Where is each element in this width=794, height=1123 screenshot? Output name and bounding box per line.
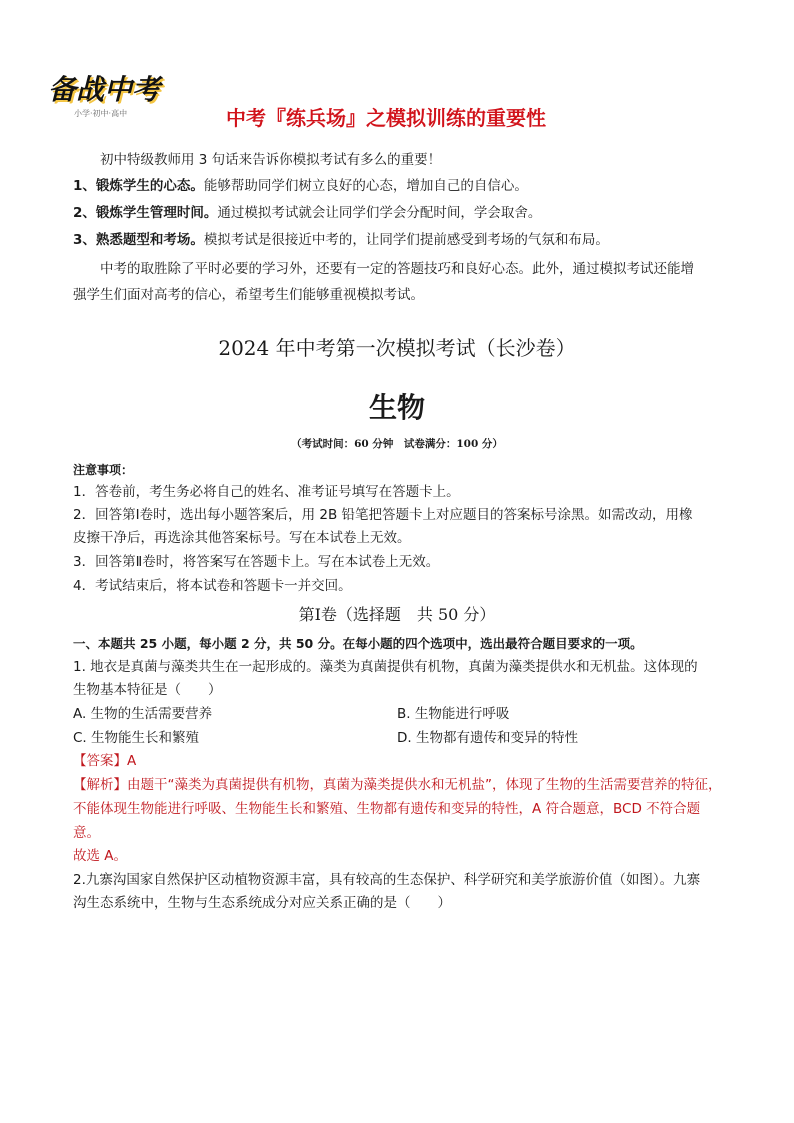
intro-point-2 xyxy=(73,203,541,224)
q1-analysis-line-2: 不能体现生物能进行呼吸、生物能生长和繁殖、生物都有遗传和变异的特性，A 符合题意，BCD 不符合题 xyxy=(73,801,701,817)
q2-stem-line-1: 2.九寨沟国家自然保护区动植物资源丰富，具有较高的生态保护、科学研究和美学旅游价值（如图）。九寨 xyxy=(73,872,701,888)
part-instruction: 一、本题共 25 小题，每小题 2 分，共 50 分。在每小题的四个选项中，选出最符合题目要求的一项。 xyxy=(73,636,643,651)
q1-analysis-line-1: 【解析】由题干“藻类为真菌提供有机物，真菌为藻类提供水和无机盐”，体现了生物的生活需要营养的特征， xyxy=(73,777,722,793)
q2-stem-line-2: 沟生态系统中，生物与生态系统成分对应关系正确的是（ ） xyxy=(73,895,451,911)
q1-option-c: C. 生物能生长和繁殖 xyxy=(73,730,200,746)
q1-stem-line-2: 生物基本特征是（ ） xyxy=(73,682,222,698)
intro-point-3 xyxy=(73,230,609,251)
note-item-2-cont: 皮擦干净后，再选涂其他答案标号。写在本试卷上无效。 xyxy=(73,530,411,546)
point-number: 3、 xyxy=(73,232,96,248)
q1-conclusion: 故选 A。 xyxy=(73,848,128,864)
point-bold: 锻炼学生管理时间。 xyxy=(95,205,218,221)
point-text: 通过模拟考试就会让同学们学会分配时间，学会取舍。 xyxy=(217,205,542,221)
point-text: 模拟考试是很接近中考的，让同学们提前感受到考场的气氛和布局。 xyxy=(203,232,609,248)
note-item-1: 1．答卷前，考生务必将自己的姓名、准考证号填写在答题卡上。 xyxy=(73,484,460,500)
part-title: 第Ⅰ卷（选择题 共 50 分） xyxy=(298,605,496,624)
q1-option-a: A. 生物的生活需要营养 xyxy=(73,706,213,722)
q1-answer: 【答案】A xyxy=(73,753,137,769)
logo-text: 备战中考 xyxy=(48,73,161,106)
point-number: 2、 xyxy=(73,205,96,221)
point-bold: 锻炼学生的心态。 xyxy=(95,178,204,194)
logo-subtext: 小学·初中·高中 xyxy=(74,109,128,118)
intro-point-1 xyxy=(73,176,528,197)
exam-title: 2024 年中考第一次模拟考试（长沙卷） xyxy=(218,336,576,360)
exam-meta: （考试时间：60 分钟 试卷满分：100 分） xyxy=(291,438,503,450)
q1-option-d: D. 生物都有遗传和变异的特性 xyxy=(397,730,578,746)
point-number: 1、 xyxy=(73,178,96,194)
point-text: 能够帮助同学们树立良好的心态，增加自己的自信心。 xyxy=(203,178,528,194)
note-item-2: 2．回答第Ⅰ卷时，选出每小题答案后，用 2B 铅笔把答题卡上对应题目的答案标号涂黑。如需改动，用橡 xyxy=(73,507,693,523)
intro-lead: 初中特级教师用 3 句话来告诉你模拟考试有多么的重要！ xyxy=(100,152,442,168)
q1-analysis-line-3: 意。 xyxy=(73,825,100,841)
note-item-3: 3．回答第Ⅱ卷时，将答案写在答题卡上。写在本试卷上无效。 xyxy=(73,554,440,570)
point-bold: 熟悉题型和考场。 xyxy=(95,232,204,248)
note-item-4: 4．考试结束后，将本试卷和答题卡一并交回。 xyxy=(73,578,352,594)
brand-logo xyxy=(46,66,196,124)
q1-option-b: B. 生物能进行呼吸 xyxy=(397,706,510,722)
exam-subject: 生物 xyxy=(368,391,425,424)
intro-paragraph-line-1: 中考的取胜除了平时必要的学习外，还要有一定的答题技巧和良好心态。此外，通过模拟考试还能增 xyxy=(100,261,694,277)
notes-title: 注意事项： xyxy=(73,463,134,477)
intro-paragraph-line-2: 强学生们面对高考的信心，希望考生们能够重视模拟考试。 xyxy=(73,287,424,303)
page-headline: 中考『练兵场』之模拟训练的重要性 xyxy=(226,106,546,130)
q1-stem-line-1: 1. 地衣是真菌与藻类共生在一起形成的。藻类为真菌提供有机物，真菌为藻类提供水和无机盐。这体现的 xyxy=(73,659,698,675)
